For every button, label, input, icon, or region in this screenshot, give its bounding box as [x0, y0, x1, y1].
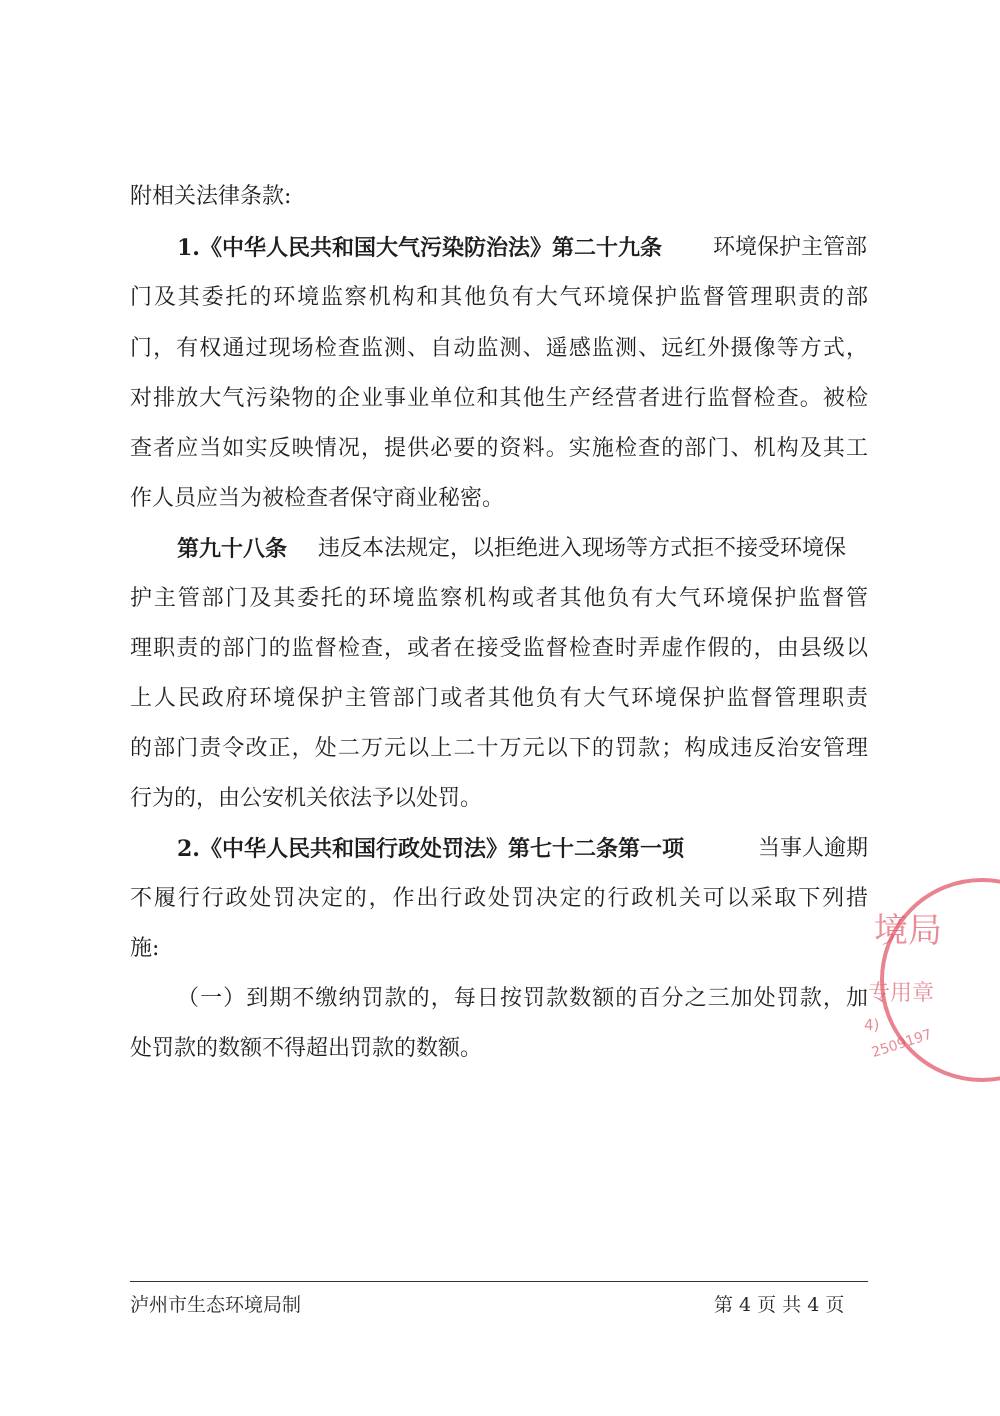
footer-page-number: 第 4 页 共 4 页: [714, 1294, 845, 1316]
article2-line-3: 施:: [130, 936, 160, 961]
article98-line-2: 护主管部门及其委托的环境监察机构或者其他负有大气环境保护监督管: [130, 586, 868, 611]
article2-line-1: 当事人逾期: [758, 836, 869, 861]
article98-title: 第九十八条: [177, 536, 288, 562]
seal-text-num: 4): [864, 1016, 880, 1034]
article1-line-4: 对排放大气污染物的企业事业单位和其他生产经营者进行监督检查。被检: [130, 386, 868, 411]
article98-line-4: 上人民政府环境保护主管部门或者其他负有大气环境保护监督管理职责: [130, 686, 868, 711]
article1-line-1: 环境保护主管部: [713, 235, 868, 260]
seal-text-code: 2509197: [869, 1026, 935, 1062]
article1-title: 1.《中华人民共和国大气污染防治法》第二十九条: [177, 235, 662, 261]
article98-line-3: 理职责的部门的监督检查，或者在接受监督检查时弄虚作假的，由县级以: [130, 636, 868, 661]
article1-line-5: 查者应当如实反映情况，提供必要的资料。实施检查的部门、机构及其工: [130, 436, 868, 461]
footer-issuer: 泸州市生态环境局制: [130, 1294, 302, 1316]
article1-line-3: 门，有权通过现场检查监测、自动监测、遥感监测、远红外摄像等方式，: [130, 336, 868, 361]
seal-text-main: 境局: [874, 911, 942, 951]
footer-rule: [130, 1281, 868, 1282]
article98-line-1: 违反本法规定，以拒绝进入现场等方式拒不接受环境保: [318, 536, 847, 561]
article1-line-2: 门及其委托的环境监察机构和其他负有大气环境保护监督管理职责的部: [130, 285, 868, 310]
article1-line-6: 作人员应当为被检查者保守商业秘密。: [130, 486, 505, 511]
article2-title: 2.《中华人民共和国行政处罚法》第七十二条第一项: [177, 836, 684, 862]
item1-line-2: 处罚款的数额不得超出罚款的数额。: [130, 1036, 483, 1061]
item1-line-1: （一）到期不缴纳罚款的，每日按罚款数额的百分之三加处罚款，加: [177, 986, 868, 1011]
attachment-heading: 附相关法律条款:: [130, 184, 292, 209]
seal-text-sub: 专用章: [868, 981, 935, 1006]
article98-line-6: 行为的，由公安机关依法予以处罚。: [130, 786, 483, 811]
article98-line-5: 的部门责令改正，处二万元以上二十万元以下的罚款；构成违反治安管理: [130, 736, 868, 761]
article2-line-2: 不履行行政处罚决定的，作出行政处罚决定的行政机关可以采取下列措: [130, 886, 868, 911]
official-seal-stamp: [862, 870, 1000, 1090]
